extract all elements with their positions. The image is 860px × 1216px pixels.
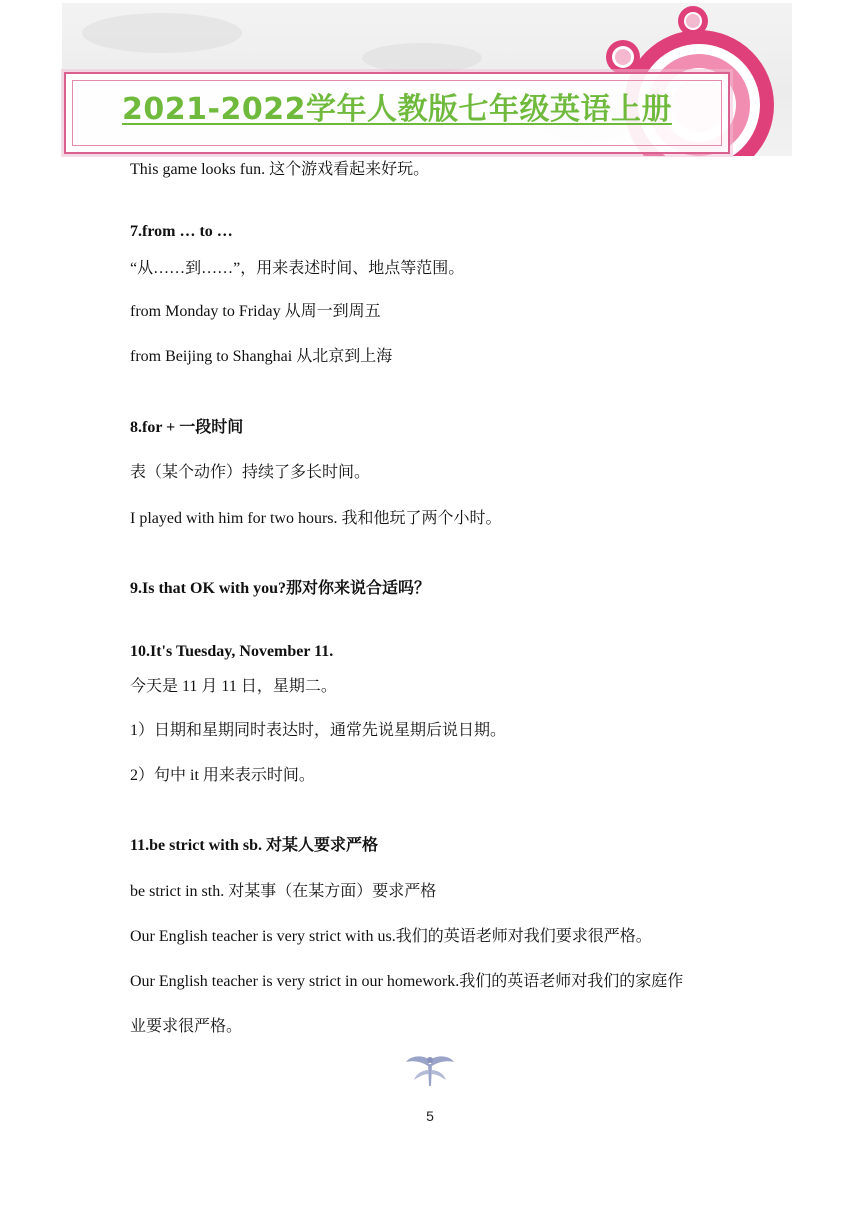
section-heading-11: 11.be strict with sb. 对某人要求严格 [130,837,379,854]
section-heading-7: 7.from … to … [130,223,233,240]
document-title: 2021-2022学年人教版七年级英语上册 [122,92,672,127]
title-frame [64,72,730,154]
note-item: 1）日期和星期同时表达时，通常先说星期后说日期。 [130,722,507,739]
section-heading-9: 9.Is that OK with you?那对你来说合适吗？ [130,580,431,597]
explanation-text: “从……到……”，用来表述时间、地点等范围。 [130,260,465,277]
explanation-text: be strict in sth. 对某事（在某方面）要求严格 [130,883,437,900]
flower-ornament-icon [404,1052,456,1088]
note-item: 2）句中 it 用来表示时间。 [130,767,315,784]
example-sentence-continued: 业要求很严格。 [130,1018,243,1035]
section-heading-8: 8.for + 一段时间 [130,419,244,436]
example-sentence: from Monday to Friday 从周一到周五 [130,303,381,320]
section-heading-10: 10.It's Tuesday, November 11. [130,643,334,660]
example-sentence: Our English teacher is very strict with us.我们的英语老师对我们要求很严格。 [130,928,652,945]
example-sentence: Our English teacher is very strict in our homework.我们的英语老师对我们的家庭作 [130,973,684,990]
explanation-text: 表（某个动作）持续了多长时间。 [130,464,371,481]
example-sentence: from Beijing to Shanghai 从北京到上海 [130,348,393,365]
explanation-text: 今天是 11 月 11 日，星期二。 [130,678,337,695]
page-number: 5 [426,1108,434,1124]
example-sentence: I played with him for two hours. 我和他玩了两个小时。 [130,510,502,527]
example-sentence: This game looks fun. 这个游戏看起来好玩。 [130,161,430,178]
